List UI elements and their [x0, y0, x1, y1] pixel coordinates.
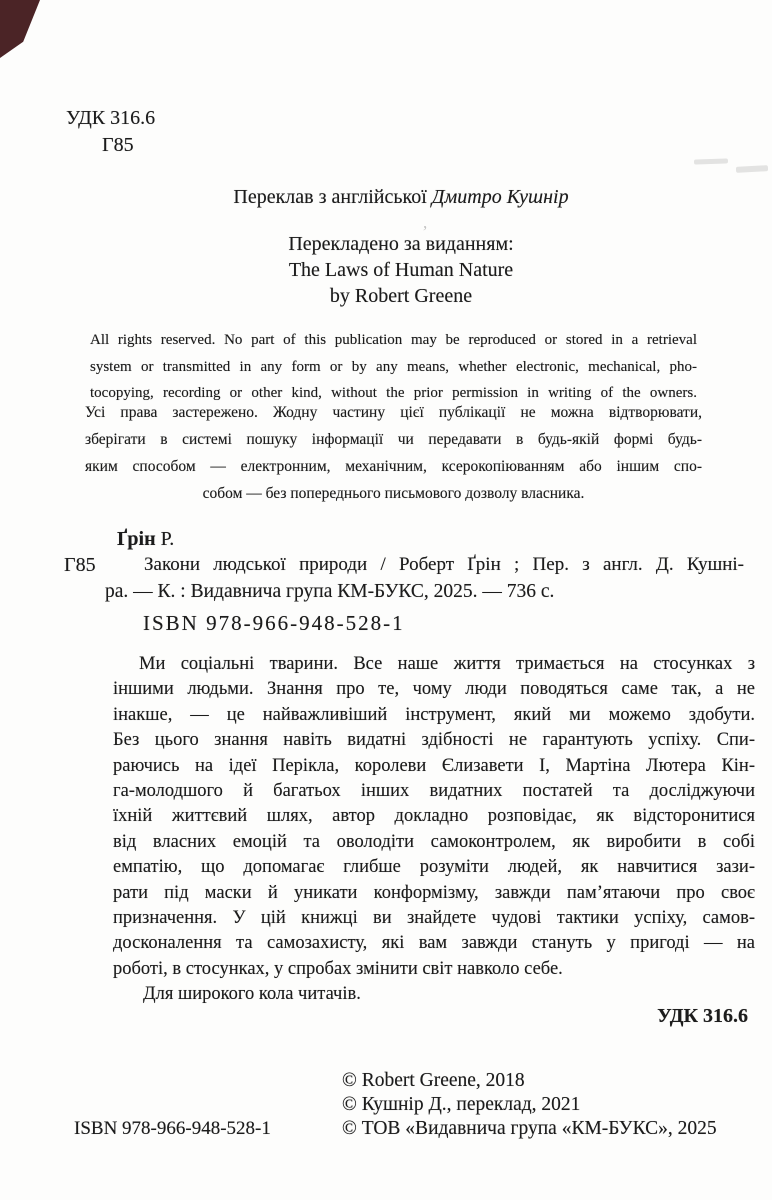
scan-mark: [694, 158, 728, 164]
rights-en-line: system or transmitted in any form or by any means, whether electronic, mechanical, pho-: [90, 358, 697, 375]
copyright-line: © Кушнір Д., переклад, 2021: [342, 1094, 581, 1116]
annotation-line: їхній життєвий шлях, автор докладно розповідає, як відсторонитися: [113, 806, 755, 827]
annotation-line: інакше, — це найважливіший інструмент, який ми можемо здобути.: [113, 704, 755, 725]
rights-uk-line: собом — без попереднього письмового дозволу власника.: [202, 485, 585, 502]
copyright-line: © ТОВ «Видавнича група «КМ-БУКС», 2025: [342, 1118, 717, 1140]
annotation-line: іншими людьми. Знання про те, чому люди поводяться саме так, а не: [113, 679, 755, 700]
catalog-entry-line: Закони людської природи / Роберт Ґрін ; Пер. з англ. Д. Кушні-: [144, 554, 744, 575]
book-annotation: [113, 652, 755, 1008]
translator-name: Дмитро Кушнір: [431, 186, 569, 208]
scan-corner-artifact: [0, 0, 40, 58]
original-title: The Laws of Human Nature: [288, 259, 514, 281]
translator-credit: [30, 186, 772, 209]
author-sign: Г85: [102, 134, 134, 156]
scan-mark: [736, 165, 768, 173]
copyright-line: © Robert Greene, 2018: [342, 1070, 525, 1091]
author-initial: Р.: [155, 528, 175, 550]
rights-notice-en: [90, 327, 697, 407]
rights-uk-line: яким способом — електронним, механічним, ксерокопіюванням або іншим спо-: [85, 458, 702, 475]
original-author: by Robert Greene: [329, 285, 473, 307]
catalog-index: Г85: [64, 554, 96, 576]
original-edition-block: [30, 231, 772, 309]
udc-number-bottom: УДК 316.6: [657, 1005, 748, 1027]
rights-uk-line: зберігати в системі пошуку інформації чи передавати в будь-якій формі будь-: [85, 431, 702, 448]
annotation-line: роботі, в стосунках, у спробах змінити світ навколо себе.: [113, 958, 563, 979]
annotation-line: емпатію, що допомагає глибше розуміти людей, як навчитися зази-: [113, 857, 755, 878]
isbn-number: ISBN 978-966-948-528-1: [143, 611, 405, 635]
translator-credit-prefix: Переклав з англійської: [233, 186, 432, 208]
rights-uk-line: Усі права застережено. Жодну частину цієї публікації не можна відтворювати,: [85, 404, 702, 421]
author-surname: Ґрін: [117, 528, 156, 550]
annotation-line: раючись на ідеї Перікла, королеви Єлизавети І, Мартіна Лютера Кін-: [113, 755, 755, 776]
annotation-line: га-молодшого й багатьох інших видатних постатей та досліджуючи: [113, 781, 755, 802]
isbn-number-bottom: ISBN 978-966-948-528-1: [74, 1118, 271, 1139]
copyright-block: [342, 1069, 717, 1142]
annotation-audience-line: Для широкого кола читачів.: [143, 984, 361, 1005]
edition-note: Перекладено за виданням:: [288, 233, 514, 255]
scan-speck: ,: [423, 213, 428, 232]
catalog-entry-line: ра. — К. : Видавнича група КМ-БУКС, 2025. — 736 с.: [105, 581, 555, 602]
udc-number: УДК 316.6: [66, 107, 156, 129]
annotation-line: рати під маски й уникати конформізму, завжди пам’ятаючи про своє: [113, 882, 755, 903]
annotation-line: від власних емоцій та оволодіти самоконтролем, як виробити в собі: [113, 831, 755, 852]
annotation-line: призначення. У цій книжці ви знайдете чудові тактики успіху, самов-: [113, 908, 755, 929]
annotation-line: досконалення та самозахисту, які вам завжди стануть у пригоді — на: [113, 933, 755, 954]
annotation-line: Ми соціальні тварини. Все наше життя тримається на стосунках з: [139, 654, 755, 674]
rights-en-line: tocopying, recording or other kind, without the prior permission in writing of the owners.: [90, 385, 697, 401]
udc-classification-block: [66, 105, 155, 159]
annotation-line: Без цього знання навіть видатні здібності не гарантують успіху. Спи-: [113, 730, 755, 751]
rights-en-line: All rights reserved. No part of this publication may be reproduced or stored in a retrieval: [90, 332, 697, 348]
catalog-author-heading: [117, 528, 174, 551]
rights-notice-uk: [85, 399, 702, 507]
